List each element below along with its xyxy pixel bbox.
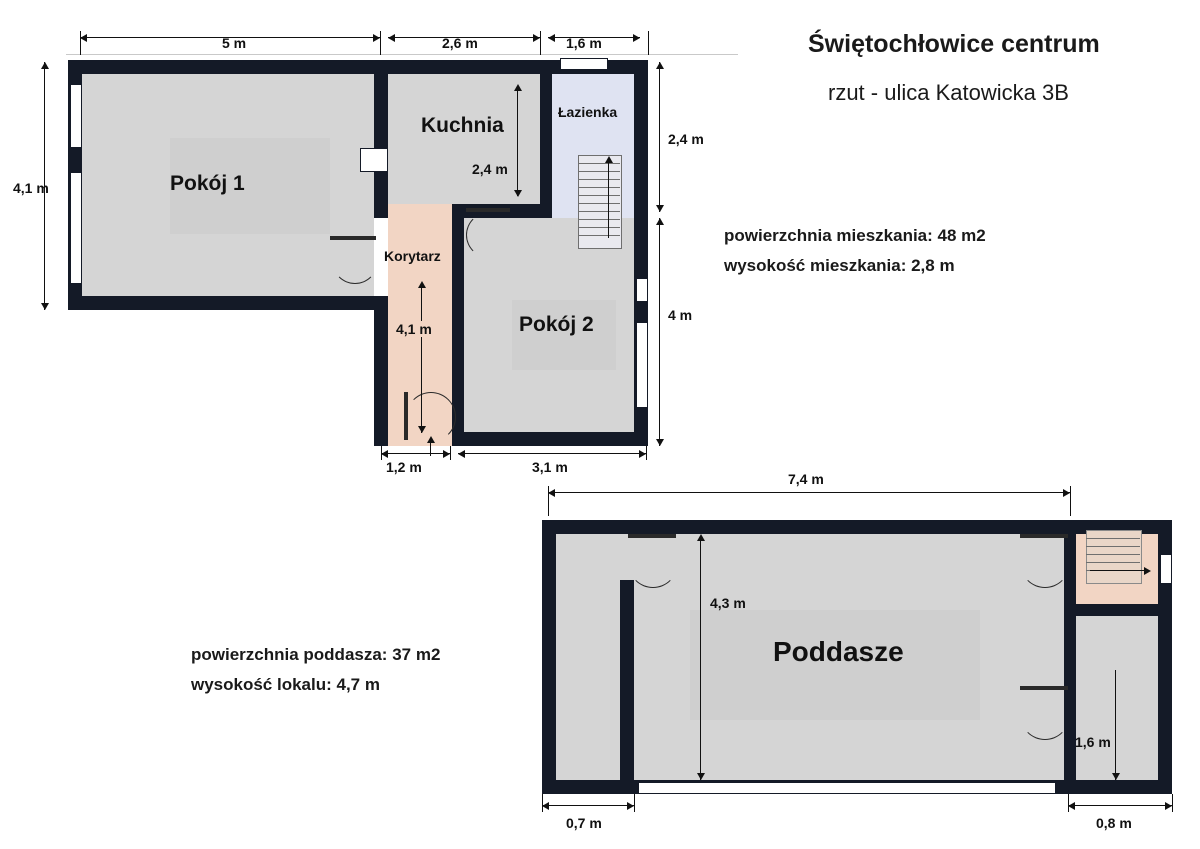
ground-floor-plan (0, 0, 740, 480)
dim-tick (648, 31, 649, 55)
attic-wall-top (542, 520, 1172, 534)
dim-tick (1070, 486, 1071, 516)
wall-bottom-left (68, 296, 388, 310)
arrow-down (514, 190, 522, 197)
dim-corridor: 4,1 m (396, 321, 432, 337)
dim-line-bottom-right (458, 453, 646, 454)
arrow-down (656, 439, 664, 446)
flat-height-text: wysokość mieszkania: 2,8 m (724, 256, 955, 275)
dim-tick (1172, 794, 1173, 812)
attic-door-arc-1 (628, 538, 678, 588)
attic-window-right (1160, 554, 1172, 584)
guide-line-top (66, 54, 738, 55)
dim-tick (80, 31, 81, 55)
arrow-left (548, 489, 555, 497)
wall-left-lower (374, 296, 388, 446)
arrow-up (656, 218, 664, 225)
arrow-right (633, 34, 640, 42)
arrow-left (548, 34, 555, 42)
attic-height-text: wysokość lokalu: 4,7 m (191, 675, 380, 694)
attic-stairs-direction-arrow (1144, 567, 1151, 575)
dim-tick (380, 31, 381, 55)
attic-wall-interior-left (620, 580, 634, 780)
stairs-direction-line (608, 160, 609, 238)
dim-kitchen-depth: 2,4 m (472, 161, 508, 177)
dim-line-right-lower (659, 218, 660, 446)
arrow-left (388, 34, 395, 42)
stairs-direction-arrow (605, 156, 613, 163)
label-pokoj-1: Pokój 1 (170, 172, 245, 195)
arrow-down (1112, 773, 1120, 780)
stair-step (1086, 546, 1140, 547)
attic-wall-interior-right-horizontal (1076, 604, 1172, 616)
attic-room-right (1076, 616, 1158, 780)
wall-right-upper (634, 60, 648, 220)
stair-step (578, 163, 620, 164)
window-right-2 (636, 322, 648, 408)
arrow-right (1165, 802, 1172, 810)
dim-attic-inner: 4,3 m (710, 595, 746, 611)
dim-tick (540, 31, 541, 55)
dim-line-corridor (421, 285, 422, 433)
door-arc-pokoj1 (332, 238, 378, 284)
dim-line-attic-top (548, 492, 1070, 493)
stair-step (578, 219, 620, 220)
stair-step (578, 211, 620, 212)
dim-bottom-right: 3,1 m (532, 459, 568, 475)
dim-left: 4,1 m (13, 180, 49, 196)
dim-bottom-left: 1,2 m (386, 459, 422, 475)
dim-line-attic-inner (700, 538, 701, 780)
dim-tick (634, 794, 635, 812)
arrow-left (1068, 802, 1075, 810)
dim-attic-right-small: 1,6 m (1075, 734, 1111, 750)
arrow-right (627, 802, 634, 810)
stair-step (578, 179, 620, 180)
attic-door-arc-3 (1020, 690, 1070, 740)
wall-interior-vertical-bath (540, 60, 552, 218)
arrow-down (41, 303, 49, 310)
arrow-left (458, 450, 465, 458)
window-right-1 (636, 278, 648, 302)
dim-right-upper: 2,4 m (668, 131, 704, 147)
dim-line-right-upper (659, 62, 660, 212)
arrow-left (80, 34, 87, 42)
dim-tick (548, 486, 549, 516)
stair-step (578, 195, 620, 196)
arrow-down (418, 426, 426, 433)
window-left-1 (70, 84, 82, 148)
dim-attic-bottom-left: 0,7 m (566, 815, 602, 831)
dim-line-attic-bottom-right (1068, 805, 1172, 806)
dim-attic-bottom-right: 0,8 m (1096, 815, 1132, 831)
arrow-up (656, 62, 664, 69)
dim-line-bottom-left (381, 453, 450, 454)
arrow-down (656, 205, 664, 212)
arrow-right (443, 450, 450, 458)
attic-window-bottom (638, 782, 1056, 794)
page-subtitle: rzut - ulica Katowicka 3B (828, 80, 1069, 105)
stair-step (1086, 554, 1140, 555)
label-poddasze: Poddasze (773, 636, 904, 667)
door-arc-kuchnia (466, 212, 512, 258)
arrow-up (697, 534, 705, 541)
stair-step (578, 227, 620, 228)
stair-step (578, 187, 620, 188)
arrow-left (542, 802, 549, 810)
dim-top-right: 1,6 m (566, 35, 602, 51)
arrow-down (697, 773, 705, 780)
stair-step (1086, 562, 1140, 563)
label-pokoj-2: Pokój 2 (519, 313, 594, 336)
dim-line-kitchen-depth (517, 88, 518, 196)
flat-area-text: powierzchnia mieszkania: 48 m2 (724, 226, 986, 245)
window-kitchen-door-gap (360, 148, 388, 172)
label-lazienka: Łazienka (558, 104, 618, 120)
dim-line-attic-right-small (1115, 670, 1116, 780)
arrow-right (639, 450, 646, 458)
dim-top-left: 5 m (222, 35, 247, 51)
dim-right-lower: 4 m (668, 307, 693, 323)
attic-wall-left (542, 520, 556, 794)
label-korytarz: Korytarz (384, 248, 441, 264)
stair-step (1086, 538, 1140, 539)
stair-step (578, 203, 620, 204)
attic-plan (520, 460, 1200, 849)
entrance-arrow-head (427, 436, 435, 443)
stair-step (578, 235, 620, 236)
arrow-left (381, 450, 388, 458)
stair-step (578, 171, 620, 172)
window-left-2 (70, 172, 82, 284)
dim-line-attic-bottom-left (542, 805, 634, 806)
window-bath-top (560, 58, 608, 70)
label-kuchnia: Kuchnia (421, 114, 504, 137)
attic-door-arc-2 (1020, 538, 1070, 588)
arrow-up (514, 84, 522, 91)
wall-bottom-right (452, 432, 648, 446)
wall-interior-vertical-1 (374, 60, 388, 210)
arrow-right (373, 34, 380, 42)
dim-top-mid: 2,6 m (442, 35, 478, 51)
arrow-right (1063, 489, 1070, 497)
attic-stairs-direction-line (1090, 570, 1148, 571)
arrow-up (418, 281, 426, 288)
page-title: Świętochłowice centrum (808, 30, 1100, 58)
arrow-right (533, 34, 540, 42)
attic-area-text: powierzchnia poddasza: 37 m2 (191, 645, 441, 664)
door-arc-pokoj2 (406, 392, 456, 442)
arrow-up (41, 62, 49, 69)
dim-attic-top: 7,4 m (788, 471, 824, 487)
